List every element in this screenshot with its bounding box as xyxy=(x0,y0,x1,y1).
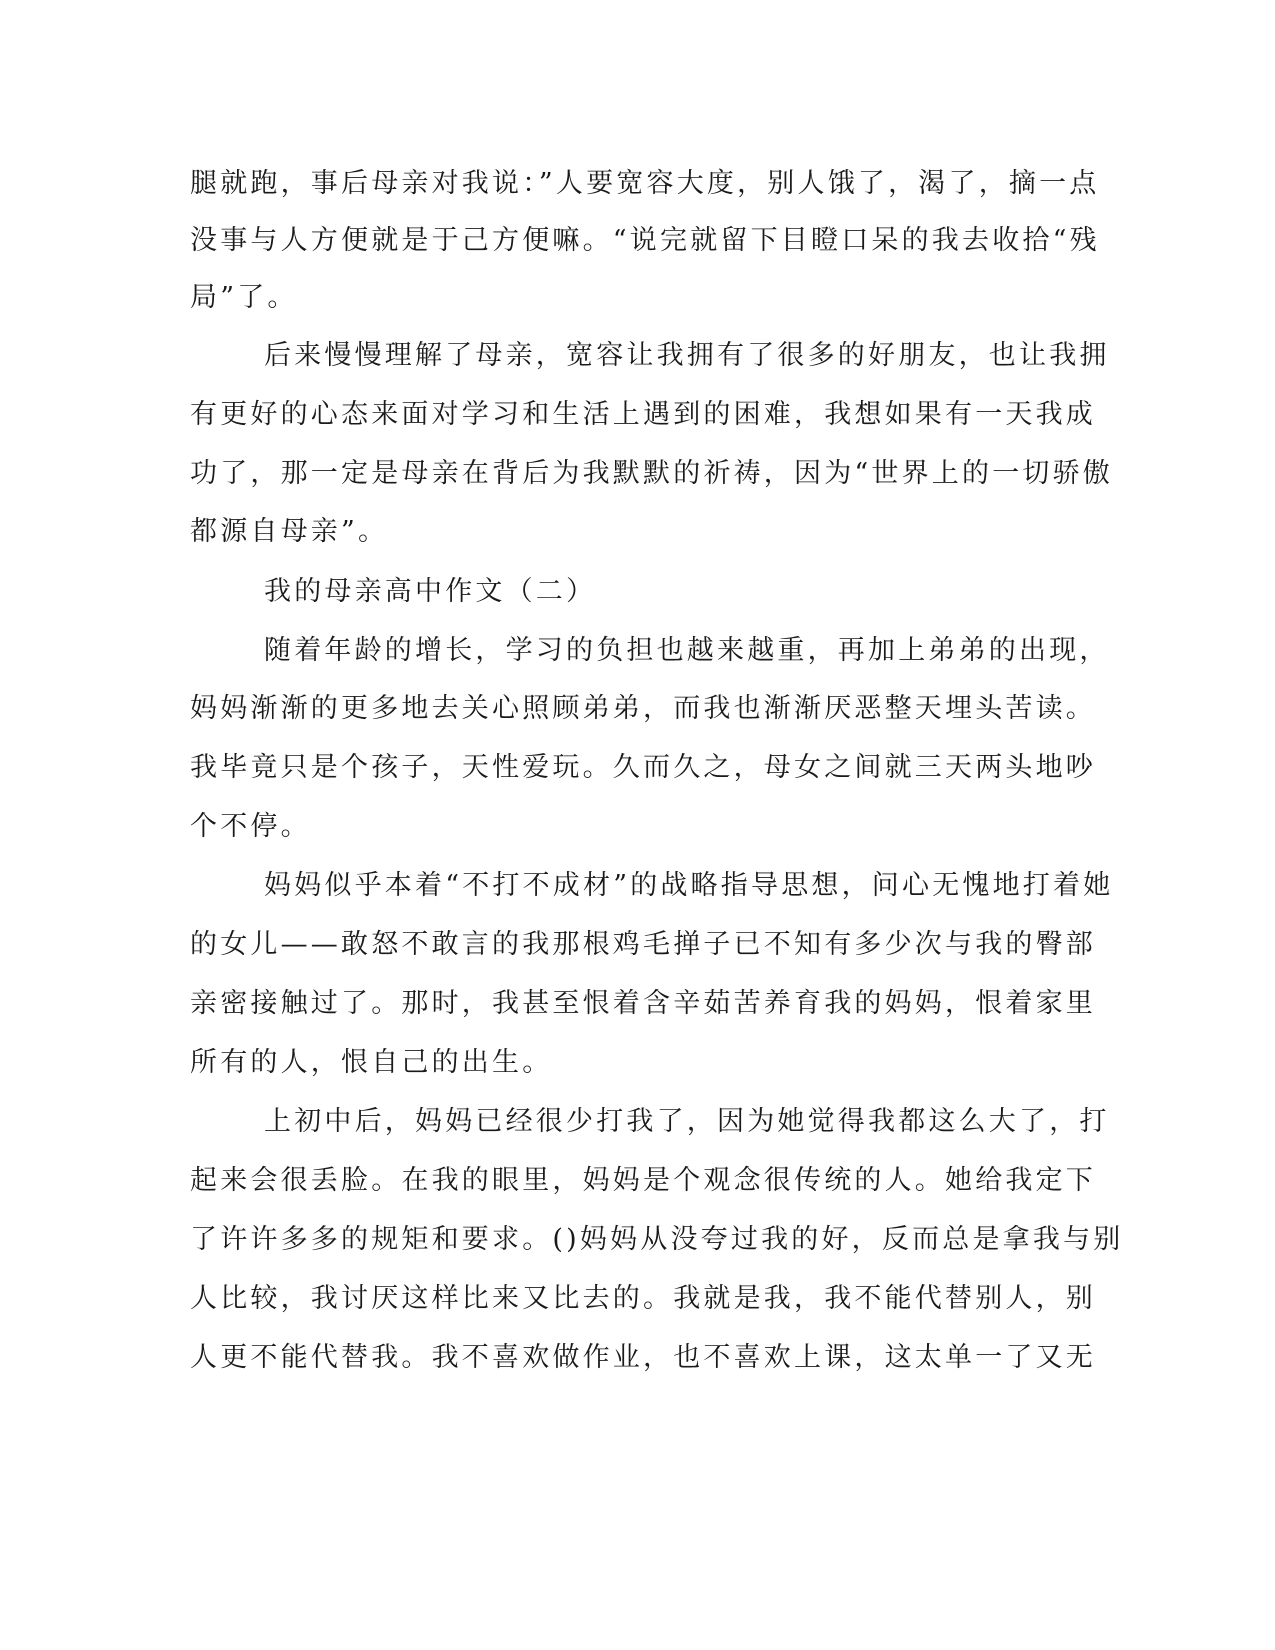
text-line: 我毕竟只是个孩子，天性爱玩。久而久之，母女之间就三天两头地吵 xyxy=(190,752,1096,783)
text-line: 没事与人方便就是于己方便嘛。“说完就留下目瞪口呆的我去收拾“残 xyxy=(190,225,1100,256)
text-line: 个不停。 xyxy=(190,811,311,842)
text-line: 人更不能代替我。我不喜欢做作业，也不喜欢上课，这太单一了又无 xyxy=(190,1342,1096,1373)
text-line: 亲密接触过了。那时，我甚至恨着含辛茹苦养育我的妈妈，恨着家里 xyxy=(190,988,1096,1019)
text-line: 妈妈似乎本着“不打不成材”的战略指导思想，问心无愧地打着她 xyxy=(264,870,1114,901)
text-line: 随着年龄的增长，学习的负担也越来越重，再加上弟弟的出现， xyxy=(264,635,1110,666)
text-line: 都源自母亲”。 xyxy=(190,516,389,547)
text-line: 局”了。 xyxy=(190,282,298,313)
section-heading: 我的母亲高中作文（二） xyxy=(264,576,597,607)
text-line: 人比较，我讨厌这样比来又比去的。我就是我，我不能代替别人，别 xyxy=(190,1283,1096,1314)
text-line: 有更好的心态来面对学习和生活上遇到的困难，我想如果有一天我成 xyxy=(190,399,1096,430)
text-line: 后来慢慢理解了母亲，宽容让我拥有了很多的好朋友，也让我拥 xyxy=(264,340,1110,371)
text-line: 上初中后，妈妈已经很少打我了，因为她觉得我都这么大了，打 xyxy=(264,1106,1110,1137)
text-line: 起来会很丢脸。在我的眼里，妈妈是个观念很传统的人。她给我定下 xyxy=(190,1165,1096,1196)
text-line: 了许许多多的规矩和要求。()妈妈从没夸过我的好，反而总是拿我与别 xyxy=(190,1224,1124,1255)
text-line: 所有的人，恨自己的出生。 xyxy=(190,1047,553,1078)
text-line: 的女儿——敢怒不敢言的我那根鸡毛掸子已不知有多少次与我的臀部 xyxy=(190,929,1096,960)
text-line: 妈妈渐渐的更多地去关心照顾弟弟，而我也渐渐厌恶整天埋头苦读。 xyxy=(190,693,1096,724)
text-line: 腿就跑，事后母亲对我说：”人要宽容大度，别人饿了，渴了，摘一点 xyxy=(190,168,1100,199)
text-line: 功了，那一定是母亲在背后为我默默的祈祷，因为“世界上的一切骄傲 xyxy=(190,458,1114,489)
